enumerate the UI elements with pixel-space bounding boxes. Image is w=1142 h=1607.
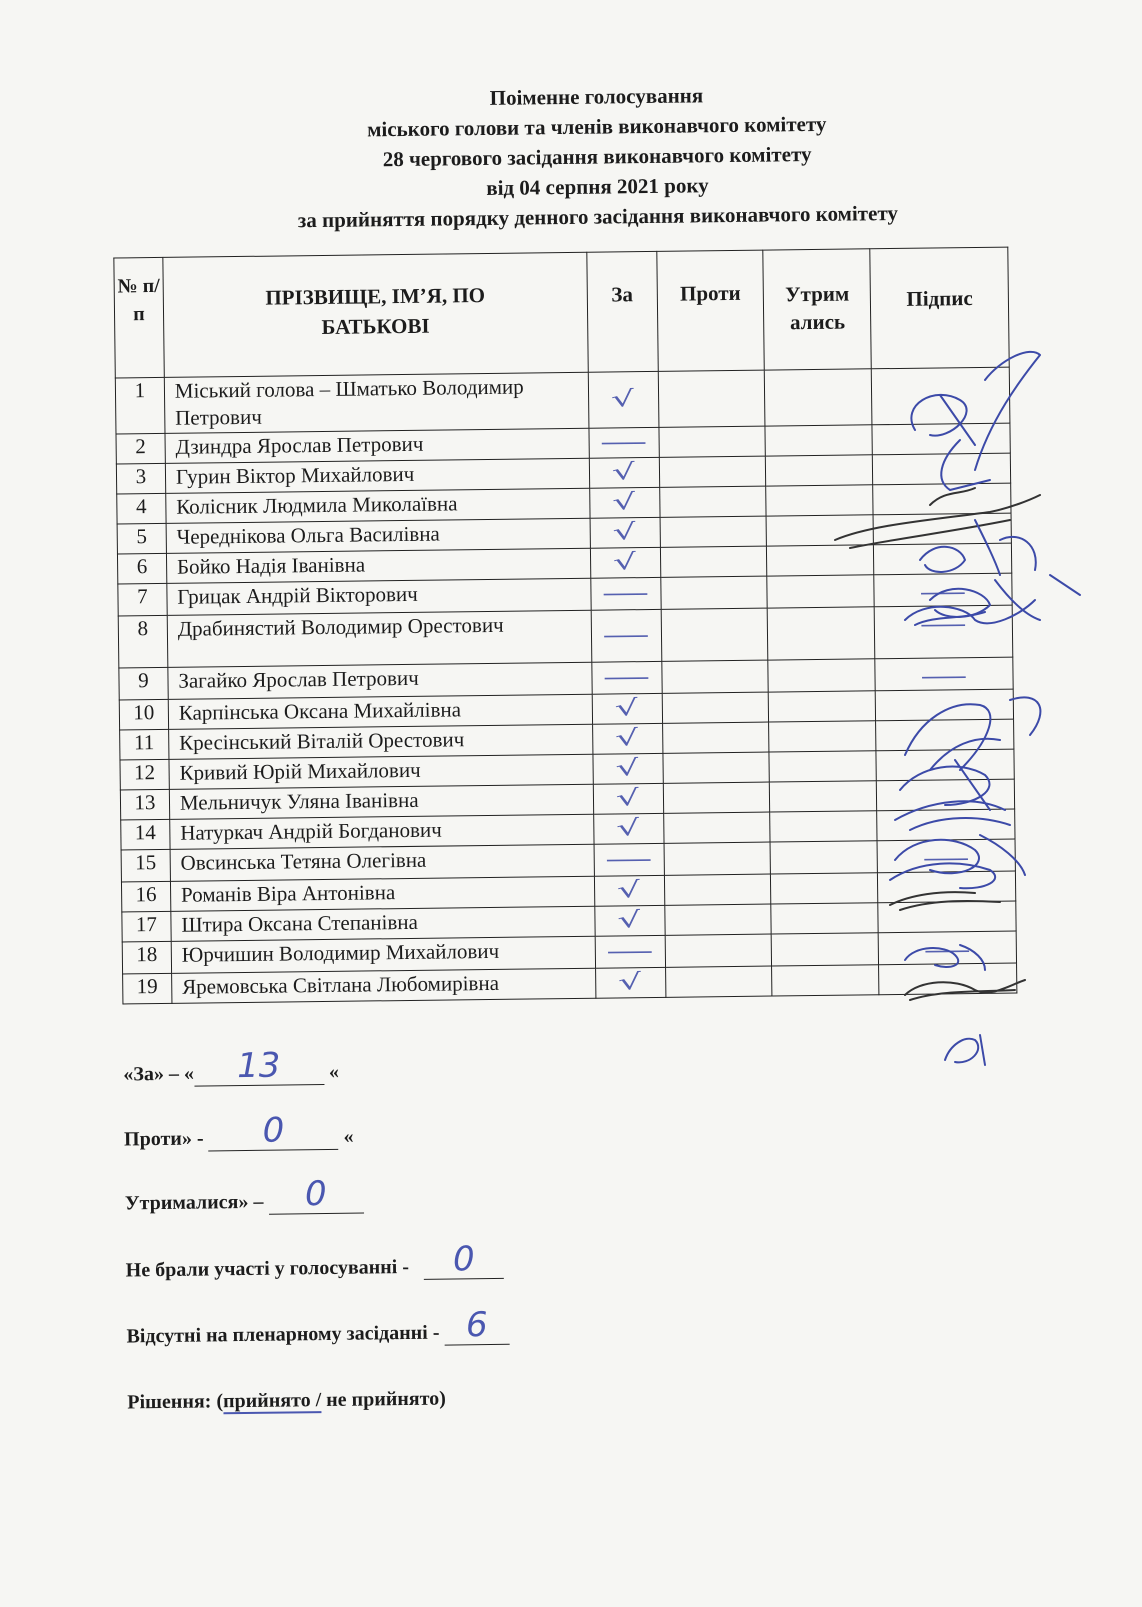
vote-against-cell xyxy=(662,722,769,753)
vote-for-cell xyxy=(590,547,660,578)
vote-abstained-cell xyxy=(765,425,872,456)
signature-cell xyxy=(877,809,1015,841)
signature-cell xyxy=(875,657,1013,691)
summary-against-value: 0 xyxy=(262,1110,285,1151)
checkmark-icon: √ xyxy=(614,755,642,782)
dash-icon: — xyxy=(919,664,969,690)
vote-abstained-cell xyxy=(771,903,878,934)
vote-against-cell xyxy=(661,608,768,661)
dash-icon: — xyxy=(601,623,651,649)
checkmark-icon: √ xyxy=(609,386,637,413)
heading-line-5: за прийняття порядку денного засідання виконавчого комітету xyxy=(297,200,899,233)
member-name: Мельничук Уляна Іванівна xyxy=(169,784,593,819)
vote-for-cell xyxy=(592,723,662,754)
vote-for-cell xyxy=(595,935,665,968)
header-num: № п/п xyxy=(114,257,164,378)
row-number: 6 xyxy=(117,553,166,584)
table-header-row xyxy=(114,247,1009,378)
dash-icon: — xyxy=(919,612,968,638)
summary-not-voted-value: 0 xyxy=(452,1239,475,1280)
member-name: Гурин Віктор Михайлович xyxy=(165,458,589,493)
row-number: 3 xyxy=(116,463,165,494)
checkmark-icon: √ xyxy=(611,519,639,546)
vote-for-cell xyxy=(591,577,661,610)
checkmark-icon: √ xyxy=(611,549,639,576)
checkmark-icon: √ xyxy=(616,907,644,934)
summary-absent-label: Відсутні на пленарному засіданні - xyxy=(126,1321,445,1348)
vote-abstained-cell xyxy=(767,545,874,576)
row-number: 13 xyxy=(120,789,169,820)
signature-cell xyxy=(876,689,1014,721)
dash-icon: — xyxy=(602,665,652,691)
vote-abstained-cell xyxy=(769,691,876,722)
summary-for xyxy=(123,1045,340,1088)
row-number: 4 xyxy=(117,493,166,524)
row-number: 2 xyxy=(116,433,165,464)
vote-for-cell xyxy=(592,661,662,694)
header-name: ПРІЗВИЩЕ, ІМ’Я, ПО БАТЬКОВІ xyxy=(163,252,588,377)
row-number: 9 xyxy=(119,667,168,700)
checkmark-icon: √ xyxy=(615,877,643,904)
row-number: 15 xyxy=(121,849,170,882)
row-number: 16 xyxy=(121,881,170,912)
signature-cell xyxy=(873,453,1011,485)
vote-for-cell xyxy=(594,843,664,876)
signature-cell xyxy=(872,423,1010,455)
row-number: 11 xyxy=(120,729,169,760)
checkmark-icon: √ xyxy=(613,695,641,722)
row-number: 8 xyxy=(118,615,167,668)
summary-not-voted xyxy=(125,1239,504,1284)
member-name: Череднікова Ольга Василівна xyxy=(166,518,590,553)
signature-cell xyxy=(876,749,1014,781)
dash-icon: — xyxy=(604,846,654,873)
member-name: Кресінський Віталій Орестович xyxy=(168,724,592,759)
row-number: 10 xyxy=(119,699,168,730)
dash-icon: — xyxy=(605,938,655,965)
member-name: Колісник Людмила Миколаївна xyxy=(166,488,590,523)
vote-for-cell xyxy=(595,967,665,998)
signature-cell xyxy=(877,779,1015,811)
member-name: Міський голова – Шматько Володимир Петрович xyxy=(164,372,589,433)
checkmark-icon: √ xyxy=(611,489,639,516)
row-number: 12 xyxy=(120,759,169,790)
summary-for-value: 13 xyxy=(236,1045,281,1087)
vote-against-cell xyxy=(660,546,767,577)
row-number: 17 xyxy=(122,911,171,942)
dash-icon: — xyxy=(601,581,651,607)
vote-against-cell xyxy=(664,874,771,905)
vote-abstained-cell xyxy=(770,811,877,842)
vote-against-cell xyxy=(661,660,768,693)
row-number: 1 xyxy=(115,377,165,434)
vote-table xyxy=(113,247,1017,1005)
summary-decision-label: Рішення: ( xyxy=(127,1390,224,1414)
member-name: Овсинська Тетяна Олегівна xyxy=(170,844,594,881)
header-for: За xyxy=(587,251,658,372)
vote-abstained-cell xyxy=(766,455,873,486)
signature-cell xyxy=(878,871,1016,903)
summary-for-end: « xyxy=(323,1060,340,1084)
member-name: Юрчишин Володимир Михайлович xyxy=(171,936,595,973)
vote-against-cell xyxy=(665,966,772,997)
summary-absent-blank xyxy=(444,1305,509,1346)
vote-against-cell xyxy=(660,516,767,547)
vote-for-cell xyxy=(594,813,664,844)
vote-abstained-cell xyxy=(766,485,873,516)
summary-decision-rest: не прийнято) xyxy=(321,1387,447,1412)
vote-abstained-cell xyxy=(772,965,879,996)
summary-against-end: « xyxy=(338,1125,354,1148)
dash-icon: — xyxy=(922,846,971,872)
signature-cell xyxy=(873,513,1011,545)
row-number: 5 xyxy=(117,523,166,554)
checkmark-icon: √ xyxy=(614,785,642,812)
row-number: 19 xyxy=(123,973,172,1004)
vote-against-cell xyxy=(663,752,770,783)
vote-for-cell xyxy=(589,457,659,488)
vote-against-cell xyxy=(663,782,770,813)
summary-not-voted-blank xyxy=(424,1239,504,1280)
member-name: Романів Віра Антонівна xyxy=(170,876,594,911)
signature-cell xyxy=(874,605,1012,659)
summary-decision xyxy=(127,1388,446,1415)
member-name: Бойко Надія Іванівна xyxy=(166,548,590,583)
heading-line-4: від 04 серпня 2021 року xyxy=(486,173,709,200)
summary-for-label: «За» – « xyxy=(123,1062,195,1086)
checkmark-icon: √ xyxy=(610,459,638,486)
summary-against-blank xyxy=(208,1110,338,1152)
signature-cell xyxy=(874,573,1012,607)
vote-against-cell xyxy=(660,576,767,609)
checkmark-icon: √ xyxy=(614,725,642,752)
signature-cell xyxy=(876,719,1014,751)
vote-against-cell xyxy=(659,426,766,457)
vote-against-cell xyxy=(663,812,770,843)
signature-cell xyxy=(878,931,1016,965)
vote-for-cell xyxy=(591,609,661,662)
vote-abstained-cell xyxy=(771,873,878,904)
vote-for-cell xyxy=(589,427,659,458)
summary-abstained-blank xyxy=(268,1174,363,1215)
heading-line-1: Поіменне голосування xyxy=(489,83,704,110)
summary-for-blank xyxy=(194,1045,324,1087)
vote-for-cell xyxy=(592,693,662,724)
member-name: Кривий Юрій Михайлович xyxy=(169,754,593,789)
header-abstained: Утрим ались xyxy=(763,249,871,370)
header-signature: Підпис xyxy=(870,247,1009,369)
signature-cell xyxy=(878,901,1016,933)
summary-abstained-label: Утрималися» – xyxy=(124,1190,269,1215)
summary-not-voted-label: Не брали участі у голосуванні - xyxy=(125,1255,415,1282)
vote-for-cell xyxy=(590,487,660,518)
member-name: Яремовська Світлана Любомирівна xyxy=(171,968,595,1003)
vote-against-cell xyxy=(659,486,766,517)
vote-against-cell xyxy=(658,370,765,427)
member-name: Штира Оксана Степанівна xyxy=(171,906,595,941)
summary-absent xyxy=(126,1305,509,1350)
checkmark-icon: √ xyxy=(615,815,643,842)
vote-abstained-cell xyxy=(765,369,873,426)
header-against: Проти xyxy=(656,250,764,371)
summary-absent-value: 6 xyxy=(465,1305,488,1346)
vote-abstained-cell xyxy=(769,721,876,752)
member-name: Драбинястий Володимир Орестович xyxy=(167,610,592,667)
vote-against-cell xyxy=(659,456,766,487)
document-heading xyxy=(181,77,1013,237)
vote-for-cell xyxy=(593,753,663,784)
vote-abstained-cell xyxy=(770,781,877,812)
member-name: Натуркач Андрій Богданович xyxy=(170,814,594,849)
vote-for-cell xyxy=(595,905,665,936)
vote-against-cell xyxy=(662,692,769,723)
row-number: 18 xyxy=(122,941,171,974)
signature-cell xyxy=(874,543,1012,575)
vote-for-cell xyxy=(590,517,660,548)
dash-icon: — xyxy=(923,938,972,964)
checkmark-icon: √ xyxy=(616,969,645,996)
summary-decision-accepted: прийнято / xyxy=(222,1389,322,1413)
summary-abstained-value: 0 xyxy=(304,1174,327,1215)
signature-cell xyxy=(873,483,1011,515)
dash-icon: — xyxy=(918,580,968,606)
vote-abstained-cell xyxy=(766,515,873,546)
summary-against-label: Проти» - xyxy=(123,1127,209,1151)
vote-abstained-cell xyxy=(769,751,876,782)
member-name: Карпінська Оксана Михайлівна xyxy=(168,694,592,729)
vote-for-cell xyxy=(594,875,664,906)
dash-icon: — xyxy=(599,430,649,456)
signature-cell xyxy=(879,963,1017,995)
vote-against-cell xyxy=(665,934,772,967)
signature-cell xyxy=(877,839,1015,873)
summary-against xyxy=(123,1110,354,1153)
heading-line-2: міського голови та членів виконавчого комітету xyxy=(366,111,827,142)
summary-abstained xyxy=(124,1174,364,1217)
vote-against-cell xyxy=(664,842,771,875)
vote-against-cell xyxy=(664,904,771,935)
row-number: 7 xyxy=(118,583,167,616)
member-name: Дзиндра Ярослав Петрович xyxy=(165,428,589,463)
heading-line-3: 28 чергового засідання виконавчого комітету xyxy=(382,142,812,172)
signature-cell xyxy=(872,367,1010,425)
member-name: Загайко Ярослав Петрович xyxy=(168,662,592,699)
member-name: Грицак Андрій Вікторович xyxy=(167,578,591,615)
row-number: 14 xyxy=(121,819,170,850)
vote-for-cell xyxy=(593,783,663,814)
vote-for-cell xyxy=(588,371,658,428)
